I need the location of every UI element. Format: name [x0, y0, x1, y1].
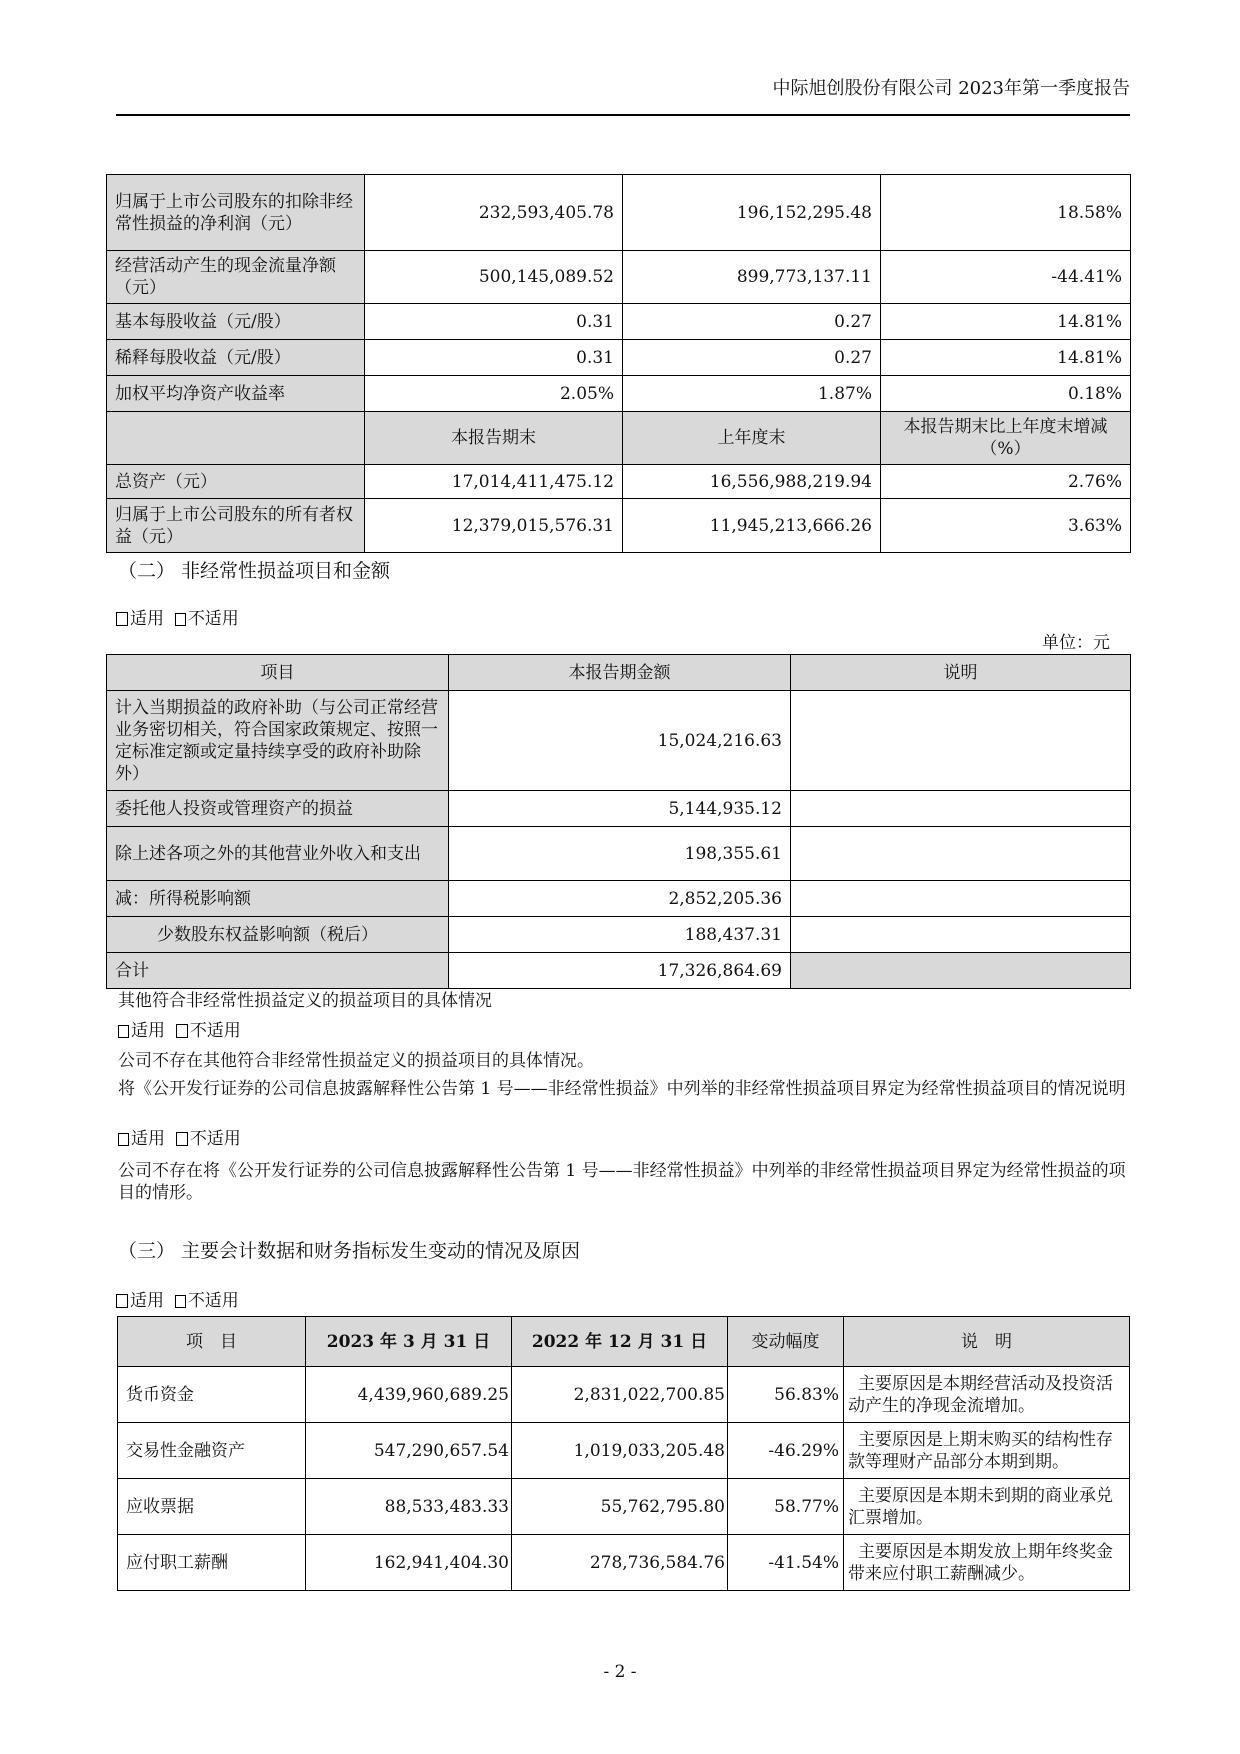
- value-2023-cell: 4,439,960,689.25: [306, 1367, 512, 1423]
- other-items-applicability: [118, 1020, 241, 1042]
- table-row: [107, 465, 1131, 499]
- item-cell: 少数股东权益影响额（税后）: [107, 917, 449, 953]
- value-2023-cell: 88,533,483.33: [306, 1479, 512, 1535]
- row-change: 14.81%: [881, 304, 1131, 340]
- row-change: 3.63%: [881, 499, 1131, 553]
- row-change: 18.58%: [881, 175, 1131, 251]
- row-label: 基本每股收益（元/股）: [107, 304, 365, 340]
- total-label: 合计: [107, 953, 449, 989]
- amount-cell: 2,852,205.36: [449, 881, 791, 917]
- value-2022-cell: 55,762,795.80: [512, 1479, 728, 1535]
- change-cell: -41.54%: [728, 1535, 844, 1591]
- table-row: [118, 1367, 1130, 1423]
- item-cell: 应付职工薪酬: [118, 1535, 306, 1591]
- change-cell: 56.83%: [728, 1367, 844, 1423]
- row-value: 2.05%: [365, 376, 623, 412]
- applicable-label: 适用: [131, 1021, 165, 1041]
- unit-label: 单位：元: [1042, 633, 1110, 653]
- table-row: [118, 1535, 1130, 1591]
- row-value: 11,945,213,666.26: [623, 499, 881, 553]
- amount-cell: 198,355.61: [449, 827, 791, 881]
- column-header: 说明: [791, 655, 1131, 691]
- table-row: [107, 499, 1131, 553]
- reclassification-applicability: [118, 1128, 241, 1150]
- unchecked-box-icon: [118, 1025, 129, 1038]
- item-cell: 减：所得税影响额: [107, 881, 449, 917]
- applicable-label: 适用: [131, 1129, 165, 1149]
- section-2-applicability: [116, 608, 239, 630]
- row-label: 归属于上市公司股东的扣除非经常性损益的净利润（元）: [107, 175, 365, 251]
- table-row: [118, 1423, 1130, 1479]
- item-cell: 除上述各项之外的其他营业外收入和支出: [107, 827, 449, 881]
- row-value: 196,152,295.48: [623, 175, 881, 251]
- not-applicable-label: 不适用: [189, 1021, 241, 1041]
- subheader-cell: 本报告期末比上年度末增减（%）: [881, 412, 1131, 465]
- row-change: 2.76%: [881, 465, 1131, 499]
- table-row: [107, 691, 1131, 791]
- value-2023-cell: 162,941,404.30: [306, 1535, 512, 1591]
- row-label: 经营活动产生的现金流量净额（元）: [107, 251, 365, 304]
- subheader-cell: [107, 412, 365, 465]
- total-note: [791, 953, 1131, 989]
- table-row: [107, 304, 1131, 340]
- key-financial-table: [106, 174, 1131, 553]
- row-value: 500,145,089.52: [365, 251, 623, 304]
- change-cell: -46.29%: [728, 1423, 844, 1479]
- table-row: [107, 251, 1131, 304]
- table-row: [107, 376, 1131, 412]
- row-value: 1.87%: [623, 376, 881, 412]
- column-header: 项 目: [118, 1317, 306, 1367]
- row-value: 16,556,988,219.94: [623, 465, 881, 499]
- item-cell: 货币资金: [118, 1367, 306, 1423]
- note-cell: 主要原因是本期经营活动及投资活动产生的净现金流增加。: [844, 1367, 1130, 1423]
- row-value: 232,593,405.78: [365, 175, 623, 251]
- section-3-title: （三） 主要会计数据和财务指标发生变动的情况及原因: [118, 1240, 581, 1262]
- row-value: 0.27: [623, 340, 881, 376]
- item-cell: 应收票据: [118, 1479, 306, 1535]
- table-row: [107, 791, 1131, 827]
- not-applicable-label: 不适用: [189, 1129, 241, 1149]
- row-change: -44.41%: [881, 251, 1131, 304]
- report-header-title: 中际旭创股份有限公司 2023年第一季度报告: [772, 78, 1130, 99]
- checked-box-icon: [116, 610, 128, 624]
- applicable-label: 适用: [130, 609, 164, 629]
- note-cell: [791, 791, 1131, 827]
- checked-box-icon: [116, 1292, 128, 1306]
- reclassification-text: 公司不存在将《公开发行证券的公司信息披露解释性公告第 1 号——非经常性损益》中列举的非经常性损益项目界定为经常性损益的项目的情形。: [118, 1161, 1126, 1203]
- row-label: 稀释每股收益（元/股）: [107, 340, 365, 376]
- not-applicable-label: 不适用: [187, 1291, 239, 1311]
- subheader-cell: 上年度末: [623, 412, 881, 465]
- row-value: 0.31: [365, 340, 623, 376]
- variance-table: [117, 1316, 1130, 1591]
- section-2-title: （二） 非经常性损益项目和金额: [118, 560, 391, 582]
- section-3-applicability: [116, 1290, 239, 1312]
- unchecked-box-icon: [175, 1295, 186, 1308]
- other-items-text: 公司不存在其他符合非经常性损益定义的损益项目的具体情况。: [118, 1051, 594, 1071]
- column-header: 2022 年 12 月 31 日: [512, 1317, 728, 1367]
- note-cell: [791, 881, 1131, 917]
- table-header-row: [107, 655, 1131, 691]
- checked-box-icon: [176, 1022, 188, 1036]
- applicable-label: 适用: [130, 1291, 164, 1311]
- table-row: [107, 881, 1131, 917]
- column-header: 变动幅度: [728, 1317, 844, 1367]
- subheader-cell: 本报告期末: [365, 412, 623, 465]
- checked-box-icon: [176, 1130, 188, 1144]
- row-label: 归属于上市公司股东的所有者权益（元）: [107, 499, 365, 553]
- column-header: 说 明: [844, 1317, 1130, 1367]
- row-label: 加权平均净资产收益率: [107, 376, 365, 412]
- value-2022-cell: 1,019,033,205.48: [512, 1423, 728, 1479]
- unchecked-box-icon: [175, 613, 186, 626]
- value-2022-cell: 278,736,584.76: [512, 1535, 728, 1591]
- item-cell: 委托他人投资或管理资产的损益: [107, 791, 449, 827]
- note-cell: [791, 827, 1131, 881]
- item-cell: 交易性金融资产: [118, 1423, 306, 1479]
- amount-cell: 5,144,935.12: [449, 791, 791, 827]
- table-row: [107, 827, 1131, 881]
- note-cell: 主要原因是上期末购买的结构性存款等理财产品部分本期到期。: [844, 1423, 1130, 1479]
- amount-cell: 188,437.31: [449, 917, 791, 953]
- table-row: [107, 175, 1131, 251]
- reclassification-title: 将《公开发行证券的公司信息披露解释性公告第 1 号——非经常性损益》中列举的非经常性损益项目界定为经常性损益项目的情况说明: [118, 1079, 1126, 1099]
- page-number: - 2 -: [603, 1662, 637, 1682]
- table-row: [107, 917, 1131, 953]
- table-subheader-row: [107, 412, 1131, 465]
- non-recurring-table: [106, 654, 1131, 989]
- column-header: 项目: [107, 655, 449, 691]
- total-amount: 17,326,864.69: [449, 953, 791, 989]
- row-value: 899,773,137.11: [623, 251, 881, 304]
- row-label: 总资产（元）: [107, 465, 365, 499]
- not-applicable-label: 不适用: [187, 609, 239, 629]
- note-cell: [791, 691, 1131, 791]
- note-cell: [791, 917, 1131, 953]
- table-total-row: [107, 953, 1131, 989]
- change-cell: 58.77%: [728, 1479, 844, 1535]
- row-value: 0.27: [623, 304, 881, 340]
- table-row: [118, 1479, 1130, 1535]
- other-items-title: 其他符合非经常性损益定义的损益项目的具体情况: [118, 991, 492, 1011]
- row-change: 0.18%: [881, 376, 1131, 412]
- column-header: 2023 年 3 月 31 日: [306, 1317, 512, 1367]
- row-value: 0.31: [365, 304, 623, 340]
- note-cell: 主要原因是本期发放上期年终奖金带来应付职工薪酬减少。: [844, 1535, 1130, 1591]
- note-cell: 主要原因是本期未到期的商业承兑汇票增加。: [844, 1479, 1130, 1535]
- item-cell: 计入当期损益的政府补助（与公司正常经营业务密切相关，符合国家政策规定、按照一定标准定额或定量持续享受的政府补助除外）: [107, 691, 449, 791]
- row-change: 14.81%: [881, 340, 1131, 376]
- table-row: [107, 340, 1131, 376]
- row-value: 12,379,015,576.31: [365, 499, 623, 553]
- row-value: 17,014,411,475.12: [365, 465, 623, 499]
- unchecked-box-icon: [118, 1133, 129, 1146]
- value-2023-cell: 547,290,657.54: [306, 1423, 512, 1479]
- table-header-row: [118, 1317, 1130, 1367]
- header-divider: [116, 114, 1130, 116]
- amount-cell: 15,024,216.63: [449, 691, 791, 791]
- column-header: 本报告期金额: [449, 655, 791, 691]
- value-2022-cell: 2,831,022,700.85: [512, 1367, 728, 1423]
